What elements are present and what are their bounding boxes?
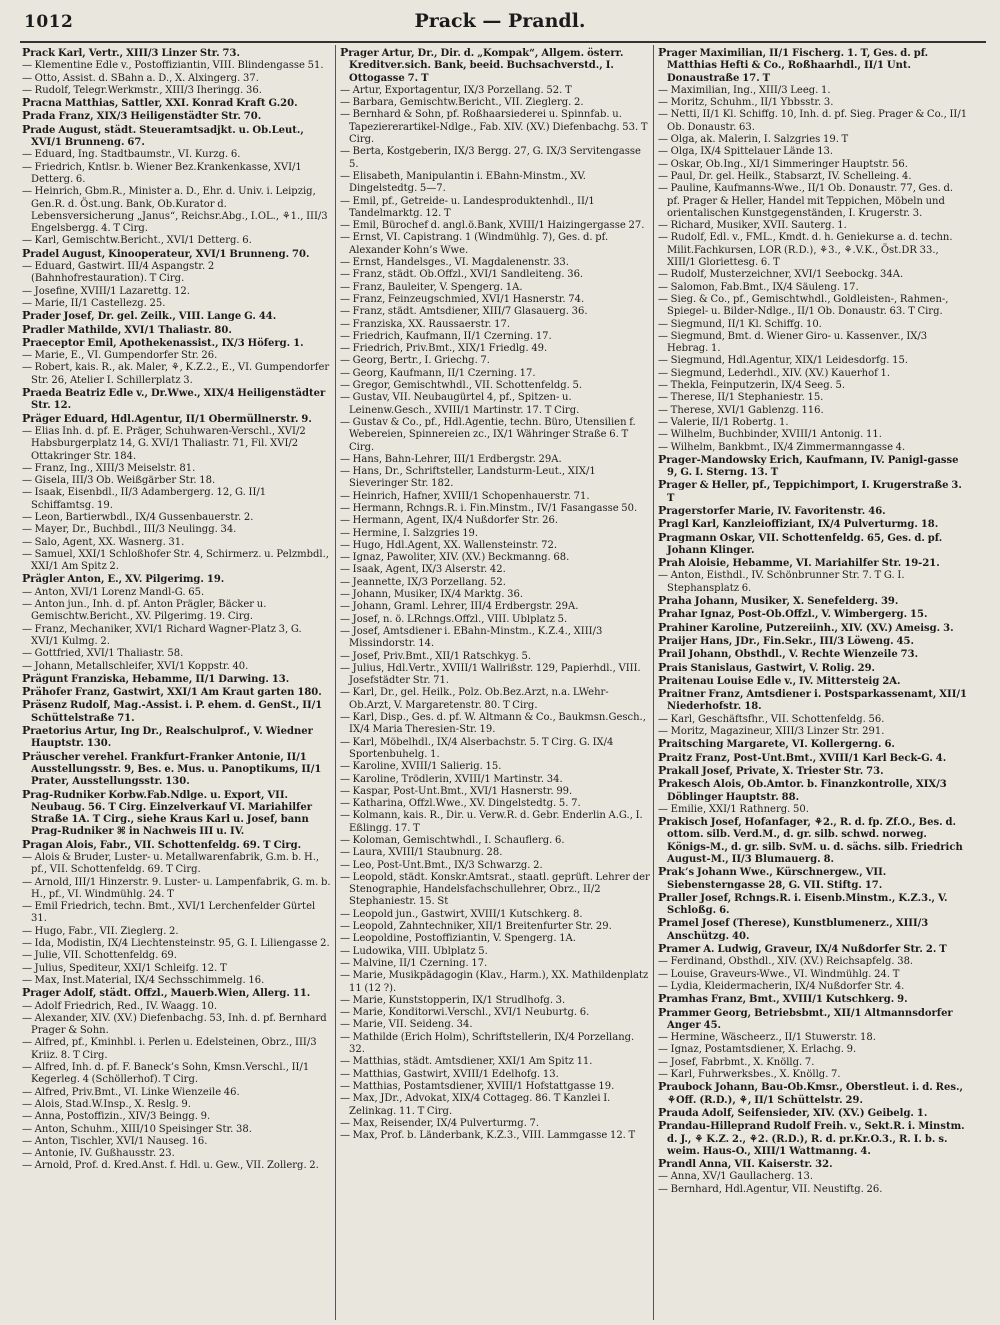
directory-entry: — Matthias, Gastwirt, XVIII/1 Edelhofg. 13. — [340, 1068, 559, 1080]
directory-entry: — Emil, Bürochef d. angl.ö.Bank, XVIII/1 Haizingergasse 27. — [340, 220, 645, 232]
directory-entry: Pradel August, Kinooperateur, XVI/1 Brunneng. 70. — [22, 246, 310, 260]
directory-entry: — Paul, Dr. gel. Heilk., Stabsarzt, IV. Schelleing. 4. — [658, 170, 912, 182]
directory-entry: — Alois & Bruder, Luster- u. Metallwarenfabrik, G.m. b. H., pf., VII. Schottenfeldg. 69. T Cirg. — [22, 852, 320, 876]
directory-entry: — Franz, Bauleiter, V. Spengerg. 1A. — [340, 281, 523, 293]
directory-entry: — Alexander, XIV. (XV.) Diefenbachg. 53, Inh. d. pf. Bernhard Prager & Sohn. — [22, 1012, 327, 1037]
directory-entry: — Franz, Ing., XIII/3 Meiselstr. 81. — [22, 462, 196, 474]
directory-entry: — Johann, Musiker, IX/4 Marktg. 36. — [340, 589, 524, 601]
directory-entry: — Robert, kais. R., ak. Maler, ⚘, K.Z.2., E., VI. Gumpendorfer Str. 26, Atelier I. Schillerplatz 3. — [22, 362, 330, 386]
directory-entry: — Ignaz, Postamtsdiener, X. Erlachg. 9. — [658, 1044, 857, 1056]
directory-entry: — Ferdinand, Obsthdl., XIV. (XV.) Reichsapfelg. 38. — [658, 956, 914, 968]
directory-entry: Praeda Beatriz Edle v., Dr.Wwe., XIX/4 Heiligenstädter Str. 12. — [22, 386, 326, 412]
directory-entry: — Sieg. & Co., pf., Gemischtwhdl., Goldleisten-, Rahmen-, Spiegel- u. Bilder-Ndlge., II/1 Ob. Donaustr. 63. T Cirg. — [658, 293, 949, 318]
directory-entry: — Valerie, II/1 Robertg. 1. — [658, 416, 789, 428]
directory-entry: — Salo, Agent, XX. Wasnerg. 31. — [22, 536, 185, 548]
directory-entry: — Arnold, Prof. d. Kred.Anst. f. Hdl. u. Gew., VII. Zollerg. 2. — [22, 1160, 319, 1172]
directory-entry: — Johann, Metallschleifer, XVI/1 Koppstr. 40. — [22, 660, 249, 672]
directory-entry: Praitenau Louise Edle v., IV. Mittersteig 2A. — [658, 673, 901, 687]
directory-entry: Prade August, städt. Steueramtsadjkt. u. Ob.Leut., XVI/1 Brunneng. 67. — [22, 122, 304, 149]
directory-entry: — Leopoldine, Postoffiziantin, V. Spengerg. 1A. — [340, 933, 576, 945]
directory-entry: — Therese, II/1 Stephaniestr. 15. — [658, 392, 824, 404]
directory-entry: — Josef, Fabrbmt., X. Knöllg. 7. — [658, 1056, 815, 1068]
directory-entry: — Elias Inh. d. pf. E. Präger, Schuhwaren-Verschl., XVI/2 Habsburgerplatz 14, G. XVI/1 Thaliastr. 71, Fil. XVI/2 Ottakringer Str. 184. — [22, 425, 306, 462]
directory-entry: — Anton, Schuhm., XIII/10 Speisinger Str. 38. — [22, 1123, 252, 1135]
directory-entry: — Arnold, III/1 Hinzerstr. 9. Luster- u. Lampenfabrik, G. m. b. H., pf., VI. Windmühlg. 24. T — [22, 876, 331, 900]
directory-entry: — Karl, Gemischtw.Bericht., XVI/1 Detterg. 6. — [22, 235, 252, 247]
page-number: 1012 — [24, 12, 74, 32]
directory-entry: — Josefine, XVIII/1 Lazarettg. 12. — [22, 285, 190, 297]
directory-entry: Prammer Georg, Betriebsbmt., XII/1 Altmannsdorfer Anger 45. — [658, 1005, 953, 1031]
directory-entry: — Olga, IX/4 Spittelauer Lände 13. — [658, 146, 834, 158]
directory-entry: Präger Eduard, Hdl.Agentur, II/1 Obermüllnerstr. 9. — [22, 411, 312, 425]
directory-entry: Prak’s Johann Wwe., Kürschnergew., VII. Siebensterngasse 28, G. VII. Stiftg. 17. — [658, 865, 887, 891]
directory-entry: — Ernst, VI. Capistrang. 1 (Windmühlg. 7), Ges. d. pf. Alexander Kohn’s Wwe. — [340, 232, 609, 256]
directory-entry: Prager & Heller, pf., Teppichimport, I. Krugerstraße 3. T — [658, 478, 962, 504]
directory-entry: — Marie, II/1 Castellezg. 25. — [22, 297, 166, 309]
directory-entry: — Kaspar, Post-Unt.Bmt., XVI/1 Hasnerstr. 99. — [340, 785, 573, 797]
directory-entry: Prauda Adolf, Seifensieder, XIV. (XV.) Geibelg. 1. — [658, 1105, 928, 1119]
column-2 — [340, 47, 650, 1319]
directory-entry: Prakall Josef, Private, X. Triester Str. 73. — [658, 763, 884, 777]
directory-entry: — Siegmund, Bmt. d. Wiener Giro- u. Kassenver., IX/3 Hebrag. 1. — [658, 330, 928, 355]
directory-entry: — Klementine Edle v., Postoffiziantin, VIII. Blindengasse 51. — [22, 60, 324, 72]
directory-entry: Prada Franz, XIX/3 Heiligenstädter Str. 70. — [22, 109, 262, 123]
directory-entry: — Moritz, Magazineur, XIII/3 Linzer Str. 291. — [658, 726, 885, 738]
directory-entry: Prager-Mandowsky Erich, Kaufmann, IV. Panigl-gasse 9, G. I. Sterng. 13. T — [658, 452, 959, 479]
directory-entry: Pragl Karl, Kanzleioffiziant, IX/4 Pulverturmg. 18. — [658, 517, 939, 531]
directory-entry: — Bernhard & Sohn, pf. Roßhaarsiederei u. Spinnfab. u. Tapeziererartikel-Ndlge., Fab. XIV. (XV.) Diefenbachg. 53. T Cirg. — [340, 109, 648, 146]
column-divider-2 — [653, 45, 654, 1320]
directory-entry: Prähofer Franz, Gastwirt, XXI/1 Am Kraut garten 180. — [22, 685, 322, 699]
directory-entry: — Friedrich, Priv.Bmt., XIX/1 Friedlg. 49. — [340, 343, 548, 355]
directory-entry: Prahiner Karoline, Putzereiinh., XIV. (XV.) Ameisg. 3. — [658, 620, 954, 634]
directory-entry: — Gustav, VII. Neubaugürtel 4, pf., Spitzen- u. Leinenw.Gesch., XVIII/1 Martinstr. 17. T Cirg. — [340, 392, 580, 416]
directory-entry: — Isaak, Agent, IX/3 Alserstr. 42. — [340, 564, 506, 576]
directory-entry: — Gisela, III/3 Ob. Weißgärber Str. 18. — [22, 475, 216, 487]
directory-entry: — Marie, E., VI. Gumpendorfer Str. 26. — [22, 350, 218, 362]
directory-entry: Praitz Franz, Post-Unt.Bmt., XVIII/1 Karl Beck-G. 4. — [658, 750, 947, 764]
directory-entry: — Gustav & Co., pf., Hdl.Agentie, techn. Büro, Utensilien f. Webereien, Spinnereien zc., IX/1 Währinger Straße 6. T Cirg. — [340, 416, 636, 453]
directory-entry: — Ludowika, VIII. Ublplatz 5. — [340, 945, 488, 957]
directory-entry: — Malvine, II/1 Czerning. 17. — [340, 957, 488, 969]
directory-entry: — Franziska, XX. Raussaerstr. 17. — [340, 318, 511, 330]
directory-entry: — Mayer, Dr., Buchbdl., III/3 Neulingg. 34. — [22, 524, 237, 536]
column-divider-1 — [335, 45, 336, 1320]
directory-entry: — Georg, Kaufmann, II/1 Czerning. 17. — [340, 367, 536, 379]
directory-entry: — Leopold, städt. Konskr.Amtsrat., staatl. geprüft. Lehrer der Stenographie, Handelsfachschullehrer, Obrz., II/2 Stephaniestr. 15. St — [340, 871, 650, 908]
directory-entry: — Siegmund, Hdl.Agentur, XIX/1 Leidesdorfg. 15. — [658, 355, 909, 367]
directory-entry: — Matthias, Postamtsdiener, XVIII/1 Hofstattgasse 19. — [340, 1080, 615, 1092]
directory-entry: — Max, Inst.Material, IX/4 Sechsschimmelg. 16. — [22, 974, 265, 986]
directory-entry: — Pauline, Kaufmanns-Wwe., II/1 Ob. Donaustr. 77, Ges. d. pf. Prager & Heller, Handel mit Teppichen, Möbeln und orientalischen Kunstgegenständen, I. Krugerstr. 3. — [658, 183, 954, 219]
directory-entry: Prakisch Josef, Hofanfager, ⚘2., R. d. fp. Zf.O., Bes. d. ottom. silb. Verd.M., d. gr. silb. schwd. norweg. Königs-M., d. gr. silb. SvM. u. d. sächs. silb. Friedrich August-M., II/3 Blumauerg. 8. — [658, 815, 963, 865]
directory-entry: — Marie, Musikpädagogin (Klav., Harm.), XX. Mathildenplatz 11 (12 ?). — [340, 970, 649, 994]
directory-entry: — Karoline, Trödlerin, XVIII/1 Martinstr. 34. — [340, 773, 563, 785]
directory-entry: — Siegmund, Lederhdl., XIV. (XV.) Kauerhof 1. — [658, 367, 891, 379]
directory-entry: Prandau-Hilleprand Rudolf Freih. v., Sekt.R. i. Minstm. d. J., ⚘ K.Z. 2., ⚘2. (R.D.), R. d. pr.Kr.O.3., R. I. b. s. weim. Haus-O., XIII/1 Wattmanng. 4. — [658, 1119, 965, 1157]
directory-entry: — Laura, XVIII/1 Staubnurg. 28. — [340, 847, 503, 859]
directory-entry: Prais Stanislaus, Gastwirt, V. Rolig. 29. — [658, 660, 876, 674]
directory-entry: — Koloman, Gemischtwhdl., I. Schauflerg. 6. — [340, 835, 565, 846]
directory-entry: Prack Karl, Vertr., XIII/3 Linzer Str. 73. — [22, 47, 240, 59]
directory-entry: Prager Adolf, städt. Offzl., Mauerb.Wien, Allerg. 11. — [22, 986, 311, 1000]
directory-entry: Pramhas Franz, Bmt., XVIII/1 Kutschkerg. 9. — [658, 992, 908, 1006]
directory-entry: — Moritz, Schuhm., II/1 Ybbsstr. 3. — [658, 97, 834, 109]
directory-entry: — Oskar, Ob.Ing., XI/1 Simmeringer Hauptstr. 56. — [658, 158, 908, 170]
directory-entry: — Gottfried, XVI/1 Thaliastr. 58. — [22, 648, 184, 660]
directory-entry: Prakesch Alois, Ob.Amtor. b. Finanzkontrolle, XIX/3 Döblinger Hauptstr. 88. — [658, 777, 947, 803]
directory-entry: — Emil, pf., Getreide- u. Landesproduktenhdl., II/1 Tandelmarktg. 12. T — [340, 195, 595, 219]
directory-entry: — Leon, Bartierwbdl., IX/4 Gussenbauerstr. 2. — [22, 511, 254, 523]
directory-entry: Praeceptor Emil, Apothekenassist., IX/3 Höferg. 1. — [22, 335, 304, 349]
directory-entry: — Karl, Möbelhdl., IX/4 Alserbachstr. 5. T Cirg. G. IX/4 Sportenbuhelg. 1. — [340, 736, 614, 760]
directory-entry: — Olga, ak. Malerin, I. Salzgries 19. T — [658, 134, 849, 146]
directory-entry: — Eduard, Gastwirt. III/4 Aspangstr. 2 (Bahnhofrestauration). T Cirg. — [22, 261, 215, 285]
directory-entry: — Wilhelm, Buchbinder, XVIII/1 Antonig. 11. — [658, 429, 882, 441]
directory-entry: Prager Maximilian, II/1 Fischerg. 1. T, Ges. d. pf. Matthias Hefti & Co., Roßhaarhdl., II/1 Unt. Donaustraße 17. T — [658, 47, 929, 84]
directory-entry: — Georg, Bertr., I. Griechg. 7. — [340, 355, 490, 367]
directory-entry: — Otto, Assist. d. SBahn a. D., X. Alxingerg. 37. — [22, 72, 259, 84]
directory-entry: — Maximilian, Ing., XIII/3 Leeg. 1. — [658, 84, 831, 96]
directory-entry: — Friedrich, Kntlsr. b. Wiener Bez.Krankenkasse, XVI/1 Detterg. 6. — [22, 161, 302, 185]
directory-entry: — Emil Friedrich, techn. Bmt., XVI/1 Lerchenfelder Gürtel 31. — [22, 901, 316, 925]
directory-entry: — Julie, VII. Schottenfeldg. 69. — [22, 950, 177, 962]
directory-entry: — Marie, Konditorwi.Verschl., XVI/1 Neuburtg. 6. — [340, 1007, 590, 1019]
directory-entry: — Franz, städt. Amtsdiener, XIII/7 Glasauerg. 36. — [340, 306, 588, 318]
directory-entry: — Marie, Kunststopperin, IX/1 Strudlhofg. 3. — [340, 994, 566, 1006]
directory-entry: — Max, JDr., Advokat, XIX/4 Cottageg. 86. T Kanzlei I. Zelinkag. 11. T Cirg. — [340, 1093, 611, 1117]
column-3 — [658, 47, 968, 1319]
directory-entry: — Hugo, Fabr., VII. Zieglerg. 2. — [22, 925, 179, 937]
directory-entry: — Rudolf, Edl. v., FML., Kmdt. d. h. Geniekurse a. d. techn. Milit.Fachkursen, LOR (R.D.), ⚘3., ⚘.V.K., Öst.DR 33., XIII/1 Gloriettesg. 6. T — [658, 232, 953, 269]
directory-entry: Präuscher verehel. Frankfurt-Franker Antonie, II/1 Ausstellungsstr. 9, Bes. e. Mus. u. Panoptikums, II/1 Prater, Ausstellungsstr. 130. — [22, 749, 322, 788]
directory-entry: Praitner Franz, Amtsdiener i. Postsparkassenamt, XII/1 Niederhofstr. 18. — [658, 687, 968, 713]
column-1 — [22, 47, 332, 1319]
directory-entry: Praitsching Margarete, VI. Kollergerng. 6. — [658, 737, 895, 751]
directory-entry: — Alfred, pf., Kminhbl. i. Perlen u. Edelsteinen, Obrz., III/3 Kriiz. 8. T Cirg. — [22, 1037, 317, 1061]
directory-entry: — Karl, Geschäftsfhr., VII. Schottenfeldg. 56. — [658, 713, 885, 725]
directory-entry: — Heinrich, Gbm.R., Minister a. D., Ehr. d. Univ. i. Leipzig, Gen.R. d. Öst.ung. Bank, Ob.Kurator d. Lebensversicherung „Janus“, Reichsr.Abg., I.OL., ⚘1., III/3 Engelsbergg. 4. T Cirg. — [22, 186, 328, 235]
directory-entry: — Ignaz, Pawoliter, XIV. (XV.) Beckmanng. 68. — [340, 552, 570, 564]
directory-entry: — Alfred, Inh. d. pf. F. Baneck’s Sohn, Kmsn.Verschl., II/1 Kegerleg. 4 (Schöllerhof). T Cirg. — [22, 1062, 310, 1086]
directory-entry: — Karoline, XVIII/1 Salierig. 15. — [340, 761, 502, 773]
directory-entry: — Hermine, I. Salzgries 19. — [340, 527, 479, 539]
directory-entry: — Eduard, Ing. Stadtbaumstr., VI. Kurzg. 6. — [22, 149, 241, 161]
directory-entry: Pragmann Oskar, VII. Schottenfeldg. 65, Ges. d. pf. Johann Klinger. — [658, 530, 943, 556]
directory-entry: — Leopold jun., Gastwirt, XVIII/1 Kutschkerg. 8. — [340, 908, 583, 920]
directory-entry: Präsenz Rudolf, Mag.-Assist. i. P. ehem. d. GenSt., II/1 Schüttelstraße 71. — [22, 698, 323, 724]
directory-entry: — Heinrich, Hafner, XVIII/1 Schopenhauerstr. 71. — [340, 490, 590, 502]
directory-entry: — Bernhard, Hdl.Agentur, VII. Neustiftg. 26. — [658, 1183, 883, 1195]
directory-entry: — Gregor, Gemischtwhdl., VII. Schottenfeldg. 5. — [340, 380, 583, 392]
directory-entry: — Leo, Post-Unt.Bmt., IX/3 Schwarzg. 2. — [340, 859, 543, 871]
directory-entry: — Karl, Dr., gel. Heilk., Polz. Ob.Bez.Arzt, n.a. LWehr-Ob.Arzt, V. Margaretenstr. 80. T Cirg. — [340, 687, 609, 711]
directory-entry: Prandl Anna, VII. Kaiserstr. 32. — [658, 1157, 833, 1171]
directory-entry: — Hermann, Agent, IX/4 Nußdorfer Str. 26. — [340, 515, 559, 527]
directory-entry: — Thekla, Feinputzerin, IX/4 Seeg. 5. — [658, 380, 846, 392]
directory-entry: Prag-Rudniker Korbw.Fab.Ndlge. u. Export, VII. Neubaug. 56. T Cirg. Einzelverkauf VI. Mariahilfer Straße 1A. T Cirg., siehe Kraus Karl u. Josef, bann Prag-Rudniker ⌘ in Nachweis III u. IV. — [22, 787, 312, 838]
directory-entry: — Franz, städt. Ob.Offzl., XVI/1 Sandleiteng. 36. — [340, 269, 584, 281]
directory-entry: Prail Johann, Obsthdl., V. Rechte Wienzeile 73. — [658, 647, 919, 661]
directory-entry: — Josef, Priv.Bmt., XII/1 Ratschkyg. 5. — [340, 650, 532, 662]
directory-entry: — Hermann, Rchngs.R. i. Fin.Minstm., IV/1 Fasangasse 50. — [340, 502, 638, 514]
directory-entry: — Josef, Amtsdiener i. EBahn-Minstm., K.Z.4., XIII/3 Missindorstr. 14. — [340, 625, 603, 650]
directory-entry: Pradler Mathilde, XVI/1 Thaliastr. 80. — [22, 322, 232, 336]
directory-entry: — Matthias, städt. Amtsdiener, XXI/1 Am Spitz 11. — [340, 1056, 593, 1068]
directory-entry: — Artur, Exportagentur, IX/3 Porzellang. 52. T — [340, 84, 572, 96]
directory-entry: — Anna, XV/1 Gaullacherg. 13. — [658, 1171, 814, 1183]
directory-entry: — Samuel, XXI/1 Schloßhofer Str. 4, Schirmerz. u. Pelzmbdl., XXI/1 Am Spitz 2. — [22, 548, 329, 573]
directory-entry: — Ida, Modistin, IX/4 Liechtensteinstr. 95, G. I. Liliengasse 2. — [22, 938, 330, 950]
directory-entry: — Therese, XVI/1 Gablenzg. 116. — [658, 404, 824, 416]
directory-entry: Prah Aloisie, Hebamme, VI. Mariahilfer Str. 19-21. — [658, 556, 940, 570]
directory-entry: — Friedrich, Kaufmann, II/1 Czerning. 17. — [340, 330, 552, 342]
directory-entry: — Anton, Eisthdl., IV. Schönbrunner Str. 7. T G. I. Stephansplatz 6. — [658, 570, 905, 594]
header-rule — [20, 41, 986, 43]
running-title: Prack — Prandl. — [414, 10, 586, 32]
directory-entry: — Lydia, Kleidermacherin, IX/4 Nußdorfer Str. 4. — [658, 980, 905, 992]
directory-entry: — Louise, Graveurs-Wwe., VI. Windmühlg. 24. T — [658, 968, 900, 980]
directory-entry: Praller Josef, Rchngs.R. i. Eisenb.Minstm., K.Z.3., V. Schloßg. 6. — [658, 890, 948, 917]
directory-entry: — Alois, Stad.W.Insp., X. Reslg. 9. — [22, 1098, 191, 1110]
directory-entry: Prager Artur, Dr., Dir. d. „Kompak“, Allgem. österr. Kreditver.sich. Bank, beeid. Buchsachverstd., I. Ottogasse 7. T — [340, 47, 624, 84]
directory-entry: — Franz, Mechaniker, XVI/1 Richard Wagner-Platz 3, G. XVI/1 Kulmg. 2. — [22, 623, 302, 647]
directory-entry: Prägler Anton, E., XV. Pilgerimg. 19. — [22, 572, 225, 586]
directory-entry: — Josef, n. ö. LRchngs.Offzl., VIII. Ublplatz 5. — [340, 613, 568, 625]
directory-entry: — Rudolf, Telegr.Werkmstr., XIII/3 Iheringg. 36. — [22, 84, 262, 96]
directory-entry: — Max, Prof. b. Länderbank, K.Z.3., VIII. Lammgasse 12. T — [340, 1130, 636, 1142]
directory-entry: — Julius, Spediteur, XXI/1 Schleifg. 12. T — [22, 962, 227, 974]
directory-entry: — Jeannette, IX/3 Porzellang. 52. — [340, 576, 506, 588]
directory-entry: Pragan Alois, Fabr., VII. Schottenfeldg. 69. T Cirg. — [22, 837, 302, 851]
directory-entry: Prader Josef, Dr. gel. Zeilk., VIII. Lange G. 44. — [22, 309, 277, 323]
directory-entry: Praijer Hans, JDr., Fin.Sekr., III/3 Löweng. 45. — [658, 633, 914, 647]
directory-entry: — Johann, Graml. Lehrer, III/4 Erdbergstr. 29A. — [340, 601, 579, 613]
directory-entry: Praha Johann, Musiker, X. Senefelderg. 39. — [658, 594, 899, 608]
directory-entry: Pramer A. Ludwig, Graveur, IX/4 Nußdorfer Str. 2. T — [658, 942, 947, 956]
page-header — [0, 10, 1000, 36]
directory-entry: Praubock Johann, Bau-Ob.Kmsr., Oberstleut. i. d. Res., ⚘Off. (R.D.), ⚘, II/1 Schüttelstr. 29. — [658, 1080, 963, 1106]
directory-entry: — Antonie, IV. Gußhausstr. 23. — [22, 1148, 175, 1160]
directory-entry: — Anna, Postoffizin., XIV/3 Beingg. 9. — [22, 1111, 211, 1123]
directory-entry: — Julius, Hdl.Vertr., XVIII/1 Wallrißstr. 129, Papierhdl., VIII. Josefstädter Str. 71. — [340, 662, 641, 687]
directory-entry: Prahar Ignaz, Post-Ob.Offzl., V. Wimbergerg. 15. — [658, 607, 928, 621]
directory-entry: — Katharina, Offzl.Wwe., XV. Dingelstedtg. 5. 7. — [340, 798, 581, 810]
directory-entry: — Franz, Feinzeugschmied, XVI/1 Hasnerstr. 74. — [340, 293, 585, 305]
directory-entry: — Berta, Kostgeberin, IX/3 Bergg. 27, G. IX/3 Servitengasse 5. — [340, 146, 641, 170]
directory-entry: — Isaak, Eisenbdl., II/3 Adambergerg. 12, G. II/1 Schiffamtsg. 19. — [22, 487, 267, 511]
directory-entry: — Hermine, Wäscheerz., II/1 Stuwerstr. 18. — [658, 1032, 876, 1044]
directory-entry: — Karl, Fuhrwerksbes., X. Knöllg. 7. — [658, 1069, 841, 1081]
directory-entry: — Kolmann, kais. R., Dir. u. Verw.R. d. Gebr. Enderlin A.G., I. Eßlingg. 17. T — [340, 810, 643, 834]
directory-entry: — Max, Reisender, IX/4 Pulverturmg. 7. — [340, 1117, 540, 1129]
directory-entry: — Hans, Dr., Schriftsteller, Landsturm-Leut., XIX/1 Sieveringer Str. 182. — [340, 466, 596, 490]
directory-entry: — Salomon, Fab.Bmt., IX/4 Säuleng. 17. — [658, 281, 859, 293]
directory-entry: — Wilhelm, Bankbmt., IX/4 Zimmermanngasse 4. — [658, 441, 906, 453]
directory-entry: Pracna Matthias, Sattler, XXI. Konrad Kraft G.20. — [22, 96, 298, 110]
directory-entry: — Marie, VII. Seideng. 34. — [340, 1019, 473, 1031]
directory-entry: — Richard, Musiker, XVII. Sauterg. 1. — [658, 220, 847, 232]
directory-entry: — Rudolf, Musterzeichner, XVI/1 Seebockg. 34A. — [658, 269, 904, 281]
directory-entry: — Emilie, XXI/1 Rathnerg. 50. — [658, 803, 809, 815]
directory-entry: — Ernst, Handelsges., VI. Magdalenenstr. 33. — [340, 257, 569, 269]
directory-entry: — Hugo, Hdl.Agent, XX. Wallensteinstr. 72. — [340, 539, 557, 551]
directory-entry: — Adolf Friedrich, Red., IV. Waagg. 10. — [22, 1000, 218, 1012]
directory-entry: — Mathilde (Erich Holm), Schriftstellerin, IX/4 Porzellang. 32. — [340, 1031, 635, 1056]
directory-entry: — Anton jun., Inh. d. pf. Anton Prägler, Bäcker u. Gemischtw.Bericht., XV. Pilgerimg. 19. Cirg. — [22, 599, 267, 623]
directory-entry: — Anton, Tischler, XVI/1 Nauseg. 16. — [22, 1135, 208, 1147]
directory-entry: — Alfred, Priv.Bmt., VI. Linke Wienzeile 46. — [22, 1086, 240, 1098]
directory-entry: Pragerstorfer Marie, IV. Favoritenstr. 46. — [658, 503, 886, 517]
directory-entry: Pramel Josef (Therese), Kunstblumenerz., XIII/3 Anschützg. 40. — [658, 916, 929, 942]
directory-entry: — Elisabeth, Manipulantin i. EBahn-Minstm., XV. Dingelstedtg. 5—7. — [340, 170, 586, 195]
directory-entry: — Barbara, Gemischtw.Bericht., VII. Zieglerg. 2. — [340, 97, 584, 109]
directory-entry: — Karl, Disp., Ges. d. pf. W. Altmann & Co., Baukmsn.Gesch., IX/4 Maria Theresien-Str. 19. — [340, 712, 646, 736]
directory-entry: — Anton, XVI/1 Lorenz Mandl-G. 65. — [22, 586, 205, 598]
directory-entry: Praetorius Artur, Ing Dr., Realschulprof., V. Wiedner Hauptstr. 130. — [22, 724, 313, 750]
directory-entry: — Leopold, Zahntechniker, XII/1 Breitenfurter Str. 29. — [340, 921, 612, 933]
directory-entry: Prägunt Franziska, Hebamme, II/1 Darwing. 13. — [22, 671, 290, 685]
directory-entry: — Siegmund, II/1 Kl. Schiffg. 10. — [658, 318, 822, 330]
directory-entry: — Hans, Bahn-Lehrer, III/1 Erdbergstr. 29A. — [340, 453, 562, 465]
directory-entry: — Netti, II/1 Kl. Schiffg. 10, Inh. d. pf. Sieg. Prager & Co., II/1 Ob. Donaustr. 63. — [658, 109, 968, 133]
